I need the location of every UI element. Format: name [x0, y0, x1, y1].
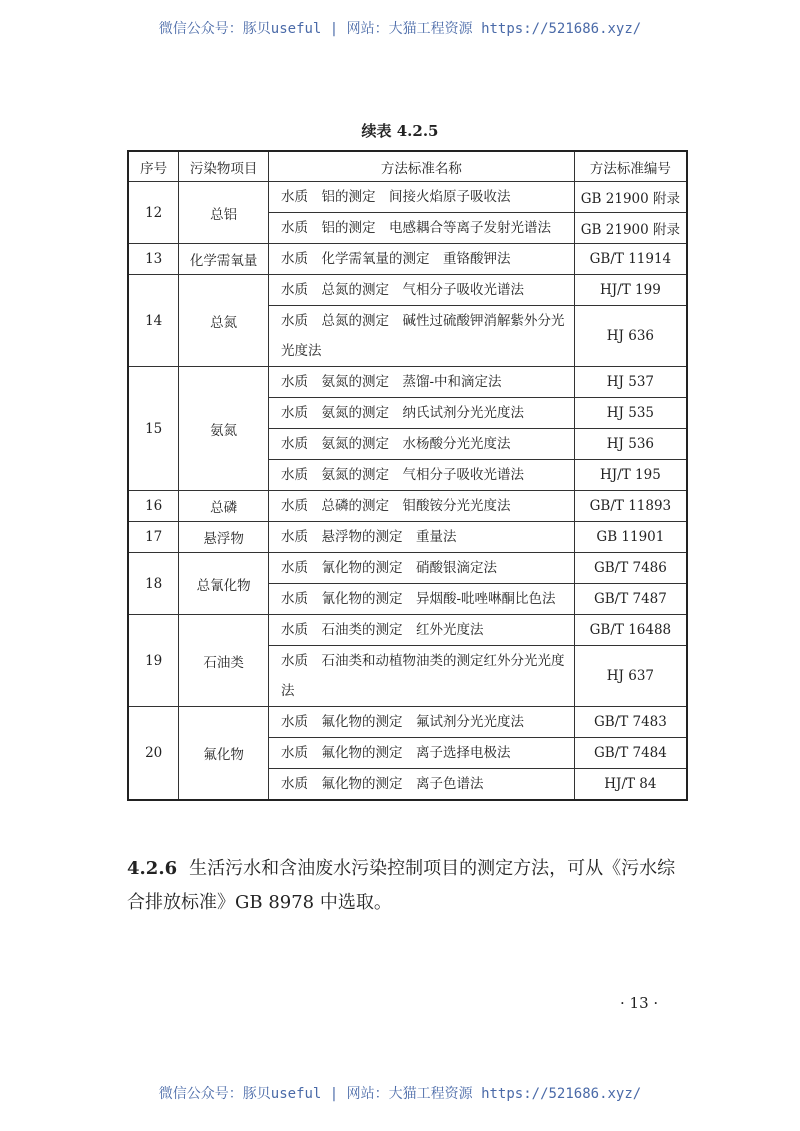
- row-number: 16: [128, 491, 179, 522]
- method-name: 水质 悬浮物的测定 重量法: [268, 522, 574, 553]
- method-code: HJ 535: [574, 398, 687, 429]
- method-code: HJ/T 84: [574, 769, 687, 801]
- method-code: HJ/T 199: [574, 275, 687, 306]
- pollutant-item: 总磷: [179, 491, 269, 522]
- header-method: 方法标准名称: [268, 151, 574, 182]
- pollutant-item: 氟化物: [179, 707, 269, 801]
- method-code: GB/T 7486: [574, 553, 687, 584]
- method-code: GB/T 7484: [574, 738, 687, 769]
- method-name: 水质 化学需氧量的测定 重铬酸钾法: [268, 244, 574, 275]
- table-row: [128, 244, 687, 275]
- table-row: [128, 615, 687, 646]
- method-name: 水质 氟化物的测定 离子色谱法: [268, 769, 574, 801]
- pollutant-item: 悬浮物: [179, 522, 269, 553]
- method-name: 水质 氰化物的测定 硝酸银滴定法: [268, 553, 574, 584]
- method-code: GB/T 7483: [574, 707, 687, 738]
- table-row: [128, 182, 687, 213]
- method-name: 水质 氨氮的测定 水杨酸分光光度法: [268, 429, 574, 460]
- method-code: HJ 637: [574, 646, 687, 707]
- method-name: 水质 氨氮的测定 蒸馏-中和滴定法: [268, 367, 574, 398]
- method-code: GB 21900 附录: [574, 213, 687, 244]
- method-name: 水质 总氮的测定 气相分子吸收光谱法: [268, 275, 574, 306]
- row-number: 13: [128, 244, 179, 275]
- method-name: 水质 铝的测定 电感耦合等离子发射光谱法: [268, 213, 574, 244]
- row-number: 15: [128, 367, 179, 491]
- section-text: 生活污水和含油废水污染控制项目的测定方法，可从《污水综合排放标准》GB 8978 中选取。: [127, 858, 676, 913]
- header-item: 污染物项目: [179, 151, 269, 182]
- row-number: 20: [128, 707, 179, 801]
- method-code: GB 21900 附录: [574, 182, 687, 213]
- watermark-top: 微信公众号：豚贝useful | 网站：大猫工程资源 https://521686.xyz/: [158, 21, 642, 37]
- method-code: HJ 537: [574, 367, 687, 398]
- row-number: 19: [128, 615, 179, 707]
- method-code: HJ 636: [574, 306, 687, 367]
- method-name: 水质 氟化物的测定 氟试剂分光光度法: [268, 707, 574, 738]
- table-row: [128, 367, 687, 398]
- row-number: 14: [128, 275, 179, 367]
- pollutant-item: 石油类: [179, 615, 269, 707]
- method-name: 水质 石油类和动植物油类的测定红外分光光度法: [268, 646, 574, 707]
- method-code: HJ/T 195: [574, 460, 687, 491]
- method-name: 水质 氰化物的测定 异烟酸-吡唑啉酮比色法: [268, 584, 574, 615]
- method-code: GB/T 11914: [574, 244, 687, 275]
- section-number: 4.2.6: [127, 858, 178, 879]
- method-code: GB/T 16488: [574, 615, 687, 646]
- table-row: [128, 522, 687, 553]
- method-code: HJ 536: [574, 429, 687, 460]
- method-name: 水质 铝的测定 间接火焰原子吸收法: [268, 182, 574, 213]
- header-no: 序号: [128, 151, 179, 182]
- method-name: 水质 氟化物的测定 离子选择电极法: [268, 738, 574, 769]
- method-code: GB/T 7487: [574, 584, 687, 615]
- row-number: 18: [128, 553, 179, 615]
- table-row: [128, 491, 687, 522]
- page-number: · 13 ·: [620, 994, 659, 1012]
- table-row: [128, 275, 687, 306]
- table-caption: 续表 4.2.5: [361, 122, 439, 140]
- method-code: GB 11901: [574, 522, 687, 553]
- row-number: 12: [128, 182, 179, 244]
- pollutant-item: 总氰化物: [179, 553, 269, 615]
- section-4-2-6: [127, 852, 692, 920]
- header-code: 方法标准编号: [574, 151, 687, 182]
- method-code: GB/T 11893: [574, 491, 687, 522]
- method-name: 水质 氨氮的测定 纳氏试剂分光光度法: [268, 398, 574, 429]
- method-name: 水质 石油类的测定 红外光度法: [268, 615, 574, 646]
- pollutant-item: 化学需氧量: [179, 244, 269, 275]
- pollutant-item: 氨氮: [179, 367, 269, 491]
- pollutant-item: 总铝: [179, 182, 269, 244]
- method-name: 水质 总氮的测定 碱性过硫酸钾消解紫外分光光度法: [268, 306, 574, 367]
- method-name: 水质 氨氮的测定 气相分子吸收光谱法: [268, 460, 574, 491]
- row-number: 17: [128, 522, 179, 553]
- pollutant-item: 总氮: [179, 275, 269, 367]
- method-name: 水质 总磷的测定 钼酸铵分光光度法: [268, 491, 574, 522]
- table-row: [128, 707, 687, 738]
- table-row: [128, 553, 687, 584]
- methods-table: [127, 150, 688, 801]
- watermark-bottom: 微信公众号：豚贝useful | 网站：大猫工程资源 https://521686.xyz/: [158, 1086, 642, 1102]
